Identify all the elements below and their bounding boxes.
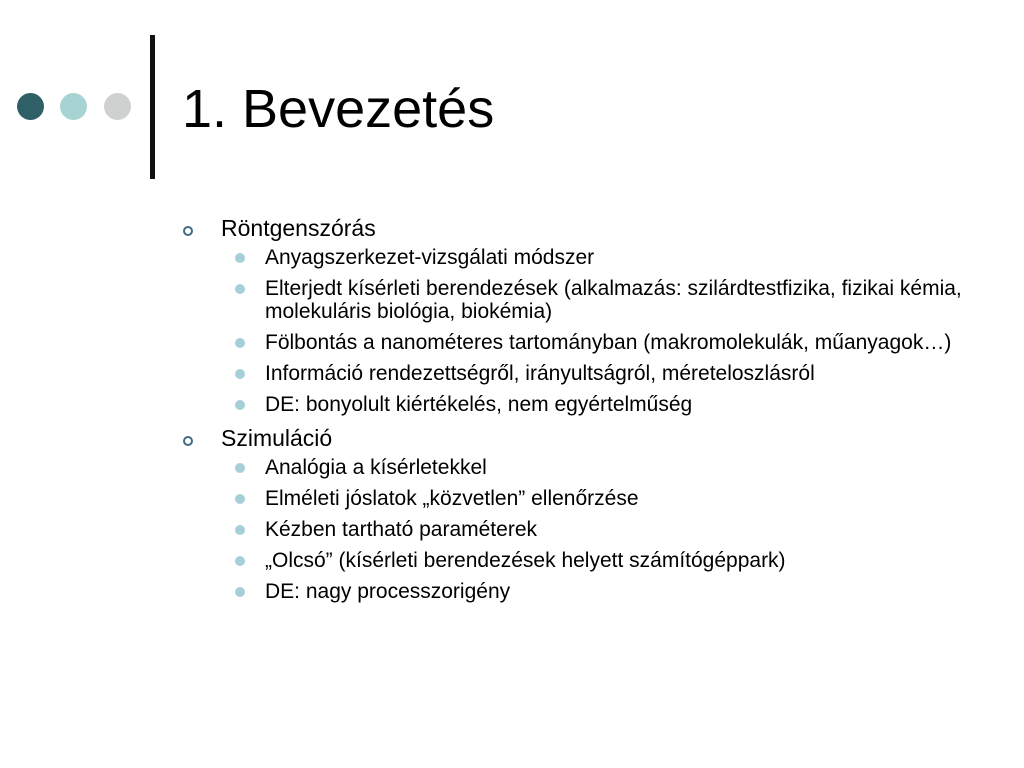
hollow-circle-bullet-icon bbox=[183, 436, 193, 446]
section-items-list bbox=[180, 456, 980, 603]
list-item-text: DE: nagy processzorigény bbox=[265, 580, 511, 603]
slide-title: 1. Bevezetés bbox=[182, 79, 495, 139]
dot-bullet-icon bbox=[235, 253, 245, 263]
list-item bbox=[180, 362, 980, 385]
hollow-circle-bullet-icon bbox=[183, 226, 193, 236]
section-heading: Szimuláció bbox=[221, 425, 333, 451]
list-item-text: Anyagszerkezet-vizsgálati módszer bbox=[265, 246, 595, 269]
section-heading: Röntgenszórás bbox=[221, 215, 376, 241]
dot-bullet-icon bbox=[235, 556, 245, 566]
list-item bbox=[180, 246, 980, 269]
dot-bullet-icon bbox=[235, 338, 245, 348]
section-items-list bbox=[180, 246, 980, 416]
list-item-text: Analógia a kísérletekkel bbox=[265, 456, 487, 479]
dot-3 bbox=[104, 93, 131, 120]
list-item bbox=[180, 456, 980, 479]
list-item bbox=[180, 518, 980, 541]
title-divider bbox=[150, 35, 155, 179]
section-rontgenszoras bbox=[180, 214, 980, 242]
list-item bbox=[180, 331, 980, 354]
list-item-text: Fölbontás a nanométeres tartományban (makromolekulák, műanyagok…) bbox=[265, 331, 952, 354]
list-item bbox=[180, 549, 980, 572]
list-item bbox=[180, 393, 980, 416]
list-item-text: Információ rendezettségről, irányultságról, méreteloszlásról bbox=[265, 362, 815, 385]
dot-bullet-icon bbox=[235, 400, 245, 410]
dot-bullet-icon bbox=[235, 284, 245, 294]
dot-bullet-icon bbox=[235, 494, 245, 504]
list-item-text: Elméleti jóslatok „közvetlen” ellenőrzése bbox=[265, 487, 639, 510]
section-szimulacio bbox=[180, 424, 980, 452]
list-item-text: Elterjedt kísérleti berendezések (alkalmazás: szilárdtestfizika, fizikai kémia, molekuláris biológia, biokémia) bbox=[265, 277, 962, 323]
list-item-text: Kézben tartható paraméterek bbox=[265, 518, 537, 541]
slide-content bbox=[180, 214, 980, 611]
dot-bullet-icon bbox=[235, 369, 245, 379]
list-item bbox=[180, 277, 980, 323]
list-item-text: „Olcsó” (kísérleti berendezések helyett számítógéppark) bbox=[265, 549, 786, 572]
list-item bbox=[180, 487, 980, 510]
dot-bullet-icon bbox=[235, 463, 245, 473]
dot-2 bbox=[60, 93, 87, 120]
dot-1 bbox=[17, 93, 44, 120]
dot-bullet-icon bbox=[235, 525, 245, 535]
dot-bullet-icon bbox=[235, 587, 245, 597]
list-item-text: DE: bonyolult kiértékelés, nem egyértelműség bbox=[265, 393, 693, 416]
list-item bbox=[180, 580, 980, 603]
